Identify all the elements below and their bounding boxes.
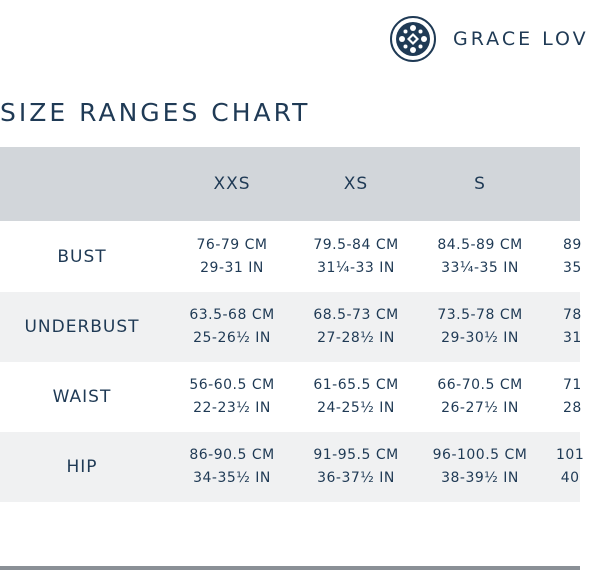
brand-logo (389, 14, 589, 64)
size-cell: 79.5-84 CM 31¼-33 IN (313, 237, 399, 276)
ornate-medallion-icon (389, 15, 437, 63)
size-cell: 76-79 CM 29-31 IN (196, 237, 268, 276)
size-cell: 56-60.5 CM 22-23½ IN (189, 377, 275, 416)
size-cell: 84.5-89 CM 33¼-35 IN (437, 237, 523, 276)
table-row-underbust (0, 292, 580, 362)
bottom-divider (0, 566, 580, 570)
row-label: UNDERBUST (24, 317, 140, 337)
size-cell: 66-70.5 CM 26-27½ IN (437, 377, 523, 416)
row-label: HIP (66, 457, 98, 477)
table-row-hip (0, 432, 585, 502)
size-cell-clipped: 101 40 (556, 447, 585, 486)
column-header-s: S (474, 174, 486, 194)
column-header-xs: XS (343, 174, 369, 194)
row-label: BUST (57, 247, 107, 267)
table-row-waist (0, 362, 580, 432)
size-cell: 63.5-68 CM 25-26½ IN (189, 307, 275, 346)
brand-name: GRACE LOV (453, 28, 589, 50)
size-cell-clipped: 89 35 (563, 237, 582, 276)
size-cell: 91-95.5 CM 36-37½ IN (313, 447, 399, 486)
table-row-bust (0, 222, 580, 292)
row-label: WAIST (52, 387, 112, 407)
size-cell: 73.5-78 CM 29-30½ IN (437, 307, 523, 346)
size-cell: 96-100.5 CM 38-39½ IN (432, 447, 528, 486)
column-header-xxs: XXS (213, 174, 251, 194)
size-cell: 68.5-73 CM 27-28½ IN (313, 307, 399, 346)
size-cell-clipped: 71 28 (563, 377, 582, 416)
size-cell: 61-65.5 CM 24-25½ IN (313, 377, 399, 416)
size-cell-clipped: 78 31 (563, 307, 582, 346)
page-title: SIZE RANGES CHART (0, 98, 311, 127)
size-cell: 86-90.5 CM 34-35½ IN (189, 447, 275, 486)
table-header (0, 147, 580, 221)
